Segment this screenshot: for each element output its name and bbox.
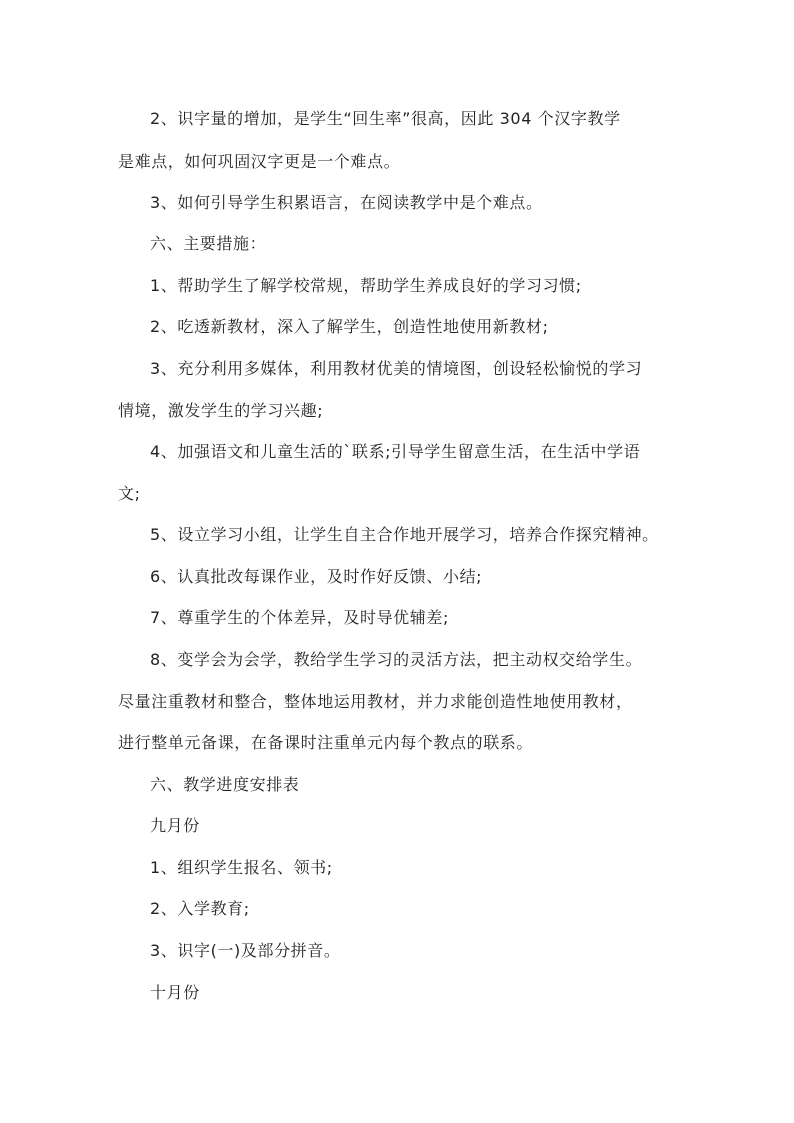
paragraph-line: 8、变学会为会学，教给学生学习的灵活方法，把主动权交给学生。	[150, 650, 643, 669]
paragraph-line: 2、入学教育;	[150, 899, 250, 918]
paragraph-line: 2、识字量的增加，是学生“回生率”很高，因此 304 个汉字教学	[150, 109, 621, 128]
paragraph-line: 3、充分利用多媒体，利用教材优美的情境图，创设轻松愉悦的学习	[150, 359, 643, 378]
paragraph-line: 文;	[118, 484, 141, 503]
month-heading: 十月份	[150, 983, 200, 1002]
paragraph-line: 4、加强语文和儿童生活的`联系;引导学生留意生活，在生活中学语	[150, 442, 641, 461]
paragraph-line: 3、识字(一)及部分拼音。	[150, 941, 341, 960]
paragraph-line: 2、吃透新教材，深入了解学生，创造性地使用新教材;	[150, 317, 549, 336]
paragraph-line: 3、如何引导学生积累语言，在阅读教学中是个难点。	[150, 193, 543, 212]
month-heading: 九月份	[150, 816, 200, 835]
paragraph-line: 是难点，如何巩固汉字更是一个难点。	[118, 152, 401, 171]
section-heading: 六、主要措施：	[150, 234, 267, 253]
paragraph-line: 6、认真批改每课作业，及时作好反馈、小结;	[150, 567, 483, 586]
section-heading: 六、教学进度安排表	[150, 775, 300, 794]
paragraph-line: 尽量注重教材和整合，整体地运用教材，并力求能创造性地使用教材，	[118, 692, 633, 711]
paragraph-line: 7、尊重学生的个体差异，及时导优辅差;	[150, 608, 449, 627]
paragraph-line: 进行整单元备课，在备课时注重单元内每个教点的联系。	[118, 733, 534, 752]
paragraph-line: 5、设立学习小组，让学生自主合作地开展学习，培养合作探究精神。	[150, 525, 659, 544]
paragraph-line: 情境，激发学生的学习兴趣;	[118, 401, 324, 420]
paragraph-line: 1、帮助学生了解学校常规，帮助学生养成良好的学习习惯;	[150, 276, 582, 295]
paragraph-line: 1、组织学生报名、领书;	[150, 858, 333, 877]
